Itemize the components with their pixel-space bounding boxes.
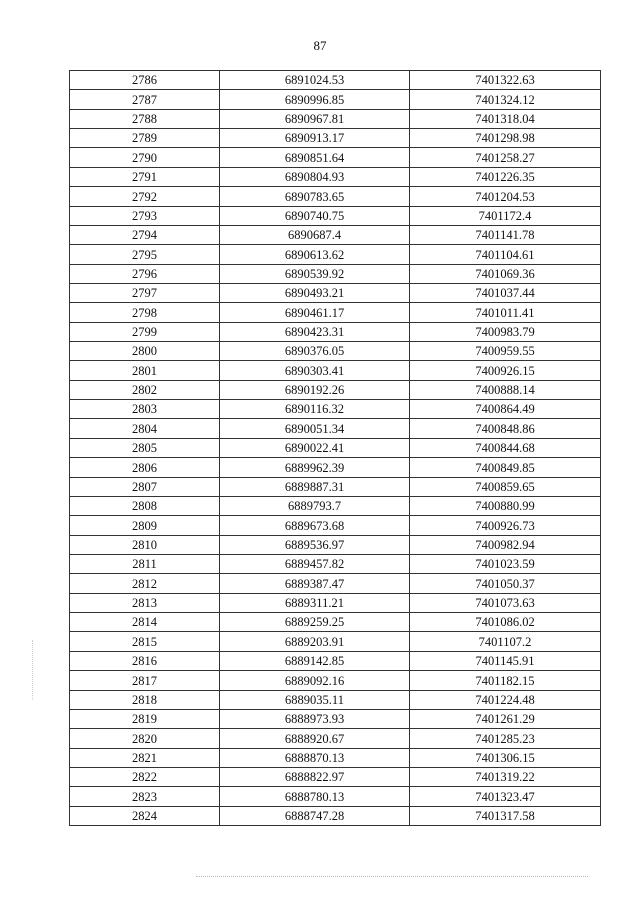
x-coordinate-cell: 6889035.11 <box>220 690 410 709</box>
table-row <box>70 767 601 786</box>
table-row <box>70 729 601 748</box>
table-row <box>70 264 601 283</box>
table-row <box>70 438 601 457</box>
point-number-cell: 2791 <box>70 167 220 186</box>
x-coordinate-cell: 6889387.47 <box>220 574 410 593</box>
x-coordinate-cell: 6890192.26 <box>220 380 410 399</box>
y-coordinate-cell: 7401069.36 <box>410 264 601 283</box>
x-coordinate-cell: 6889259.25 <box>220 613 410 632</box>
y-coordinate-cell: 7401050.37 <box>410 574 601 593</box>
x-coordinate-cell: 6891024.53 <box>220 71 410 90</box>
y-coordinate-cell: 7401258.27 <box>410 148 601 167</box>
point-number-cell: 2803 <box>70 400 220 419</box>
y-coordinate-cell: 7401145.91 <box>410 651 601 670</box>
point-number-cell: 2788 <box>70 109 220 128</box>
x-coordinate-cell: 6890116.32 <box>220 400 410 419</box>
coordinates-table <box>69 70 601 826</box>
y-coordinate-cell: 7400983.79 <box>410 322 601 341</box>
x-coordinate-cell: 6890913.17 <box>220 129 410 148</box>
table-row <box>70 148 601 167</box>
point-number-cell: 2810 <box>70 535 220 554</box>
x-coordinate-cell: 6889962.39 <box>220 458 410 477</box>
point-number-cell: 2821 <box>70 748 220 767</box>
y-coordinate-cell: 7401323.47 <box>410 787 601 806</box>
point-number-cell: 2792 <box>70 187 220 206</box>
x-coordinate-cell: 6890423.31 <box>220 322 410 341</box>
point-number-cell: 2809 <box>70 516 220 535</box>
y-coordinate-cell: 7401104.61 <box>410 245 601 264</box>
x-coordinate-cell: 6889887.31 <box>220 477 410 496</box>
point-number-cell: 2815 <box>70 632 220 651</box>
x-coordinate-cell: 6889793.7 <box>220 496 410 515</box>
x-coordinate-cell: 6889092.16 <box>220 671 410 690</box>
x-coordinate-cell: 6890539.92 <box>220 264 410 283</box>
table-row <box>70 651 601 670</box>
y-coordinate-cell: 7401141.78 <box>410 225 601 244</box>
point-number-cell: 2807 <box>70 477 220 496</box>
x-coordinate-cell: 6889203.91 <box>220 632 410 651</box>
table-row <box>70 593 601 612</box>
x-coordinate-cell: 6889457.82 <box>220 554 410 573</box>
y-coordinate-cell: 7400926.73 <box>410 516 601 535</box>
y-coordinate-cell: 7401011.41 <box>410 303 601 322</box>
point-number-cell: 2795 <box>70 245 220 264</box>
x-coordinate-cell: 6890022.41 <box>220 438 410 457</box>
x-coordinate-cell: 6890376.05 <box>220 342 410 361</box>
scan-artifact-margin <box>32 640 33 700</box>
point-number-cell: 2824 <box>70 806 220 825</box>
table-row <box>70 458 601 477</box>
point-number-cell: 2797 <box>70 283 220 302</box>
table-row <box>70 632 601 651</box>
table-row <box>70 245 601 264</box>
x-coordinate-cell: 6889673.68 <box>220 516 410 535</box>
x-coordinate-cell: 6888747.28 <box>220 806 410 825</box>
point-number-cell: 2801 <box>70 361 220 380</box>
x-coordinate-cell: 6890613.62 <box>220 245 410 264</box>
x-coordinate-cell: 6890967.81 <box>220 109 410 128</box>
x-coordinate-cell: 6890783.65 <box>220 187 410 206</box>
table-row <box>70 400 601 419</box>
y-coordinate-cell: 7400864.49 <box>410 400 601 419</box>
point-number-cell: 2796 <box>70 264 220 283</box>
y-coordinate-cell: 7401317.58 <box>410 806 601 825</box>
table-row <box>70 206 601 225</box>
y-coordinate-cell: 7401224.48 <box>410 690 601 709</box>
point-number-cell: 2798 <box>70 303 220 322</box>
x-coordinate-cell: 6890804.93 <box>220 167 410 186</box>
y-coordinate-cell: 7400982.94 <box>410 535 601 554</box>
table-row <box>70 303 601 322</box>
scan-artifact-line <box>196 876 588 877</box>
table-row <box>70 574 601 593</box>
point-number-cell: 2812 <box>70 574 220 593</box>
y-coordinate-cell: 7401086.02 <box>410 613 601 632</box>
x-coordinate-cell: 6888920.67 <box>220 729 410 748</box>
y-coordinate-cell: 7400880.99 <box>410 496 601 515</box>
y-coordinate-cell: 7401298.98 <box>410 129 601 148</box>
y-coordinate-cell: 7401226.35 <box>410 167 601 186</box>
point-number-cell: 2800 <box>70 342 220 361</box>
point-number-cell: 2814 <box>70 613 220 632</box>
point-number-cell: 2793 <box>70 206 220 225</box>
table-row <box>70 90 601 109</box>
point-number-cell: 2802 <box>70 380 220 399</box>
table-row <box>70 709 601 728</box>
y-coordinate-cell: 7401319.22 <box>410 767 601 786</box>
y-coordinate-cell: 7400849.85 <box>410 458 601 477</box>
y-coordinate-cell: 7401172.4 <box>410 206 601 225</box>
point-number-cell: 2789 <box>70 129 220 148</box>
y-coordinate-cell: 7401318.04 <box>410 109 601 128</box>
table-row <box>70 613 601 632</box>
table-row <box>70 516 601 535</box>
table-row <box>70 419 601 438</box>
y-coordinate-cell: 7400888.14 <box>410 380 601 399</box>
x-coordinate-cell: 6890740.75 <box>220 206 410 225</box>
y-coordinate-cell: 7401306.15 <box>410 748 601 767</box>
table-row <box>70 806 601 825</box>
y-coordinate-cell: 7401324.12 <box>410 90 601 109</box>
point-number-cell: 2804 <box>70 419 220 438</box>
point-number-cell: 2805 <box>70 438 220 457</box>
y-coordinate-cell: 7401023.59 <box>410 554 601 573</box>
x-coordinate-cell: 6888870.13 <box>220 748 410 767</box>
x-coordinate-cell: 6888780.13 <box>220 787 410 806</box>
y-coordinate-cell: 7400859.65 <box>410 477 601 496</box>
point-number-cell: 2790 <box>70 148 220 167</box>
table-row <box>70 283 601 302</box>
y-coordinate-cell: 7401204.53 <box>410 187 601 206</box>
x-coordinate-cell: 6890493.21 <box>220 283 410 302</box>
table-row <box>70 225 601 244</box>
table-row <box>70 787 601 806</box>
table-row <box>70 554 601 573</box>
point-number-cell: 2817 <box>70 671 220 690</box>
table-row <box>70 671 601 690</box>
point-number-cell: 2811 <box>70 554 220 573</box>
x-coordinate-cell: 6890687.4 <box>220 225 410 244</box>
table-row <box>70 129 601 148</box>
table-row <box>70 361 601 380</box>
point-number-cell: 2822 <box>70 767 220 786</box>
y-coordinate-cell: 7400848.86 <box>410 419 601 438</box>
table-row <box>70 535 601 554</box>
y-coordinate-cell: 7401322.63 <box>410 71 601 90</box>
x-coordinate-cell: 6890461.17 <box>220 303 410 322</box>
y-coordinate-cell: 7401107.2 <box>410 632 601 651</box>
table-row <box>70 167 601 186</box>
y-coordinate-cell: 7401073.63 <box>410 593 601 612</box>
x-coordinate-cell: 6889311.21 <box>220 593 410 612</box>
table-row <box>70 690 601 709</box>
x-coordinate-cell: 6890851.64 <box>220 148 410 167</box>
table-row <box>70 71 601 90</box>
y-coordinate-cell: 7401037.44 <box>410 283 601 302</box>
x-coordinate-cell: 6888973.93 <box>220 709 410 728</box>
x-coordinate-cell: 6890996.85 <box>220 90 410 109</box>
table-row <box>70 342 601 361</box>
point-number-cell: 2816 <box>70 651 220 670</box>
table-row <box>70 187 601 206</box>
y-coordinate-cell: 7400926.15 <box>410 361 601 380</box>
point-number-cell: 2808 <box>70 496 220 515</box>
point-number-cell: 2819 <box>70 709 220 728</box>
point-number-cell: 2820 <box>70 729 220 748</box>
table-row <box>70 380 601 399</box>
y-coordinate-cell: 7401285.23 <box>410 729 601 748</box>
point-number-cell: 2799 <box>70 322 220 341</box>
y-coordinate-cell: 7401182.15 <box>410 671 601 690</box>
x-coordinate-cell: 6889536.97 <box>220 535 410 554</box>
point-number-cell: 2786 <box>70 71 220 90</box>
x-coordinate-cell: 6890303.41 <box>220 361 410 380</box>
point-number-cell: 2794 <box>70 225 220 244</box>
x-coordinate-cell: 6889142.85 <box>220 651 410 670</box>
point-number-cell: 2787 <box>70 90 220 109</box>
point-number-cell: 2806 <box>70 458 220 477</box>
point-number-cell: 2818 <box>70 690 220 709</box>
table-row <box>70 322 601 341</box>
table-row <box>70 109 601 128</box>
page-number: 87 <box>313 38 327 53</box>
x-coordinate-cell: 6888822.97 <box>220 767 410 786</box>
table-row <box>70 477 601 496</box>
x-coordinate-cell: 6890051.34 <box>220 419 410 438</box>
y-coordinate-cell: 7401261.29 <box>410 709 601 728</box>
point-number-cell: 2823 <box>70 787 220 806</box>
y-coordinate-cell: 7400959.55 <box>410 342 601 361</box>
table-row <box>70 748 601 767</box>
y-coordinate-cell: 7400844.68 <box>410 438 601 457</box>
point-number-cell: 2813 <box>70 593 220 612</box>
coordinates-table-body <box>70 71 601 826</box>
table-row <box>70 496 601 515</box>
